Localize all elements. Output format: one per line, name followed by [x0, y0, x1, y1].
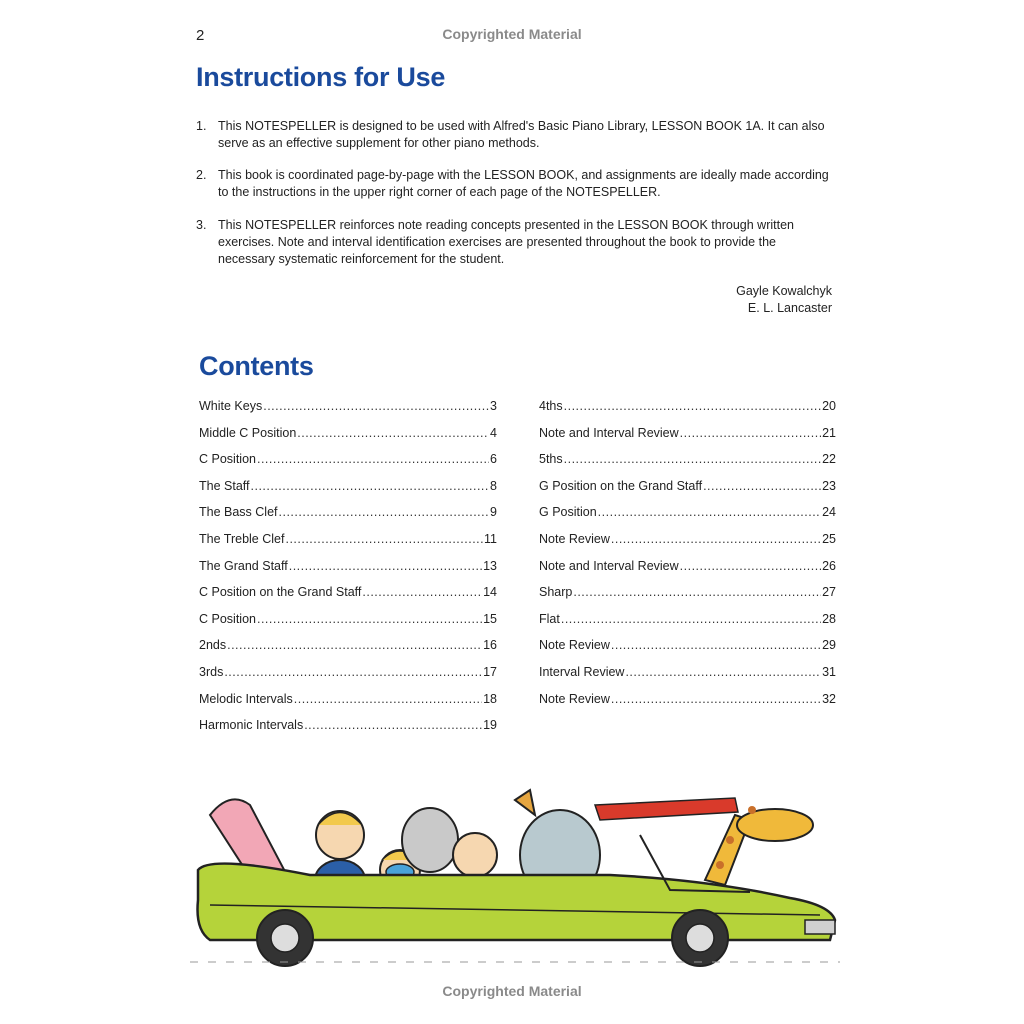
toc-entry	[539, 638, 836, 665]
toc-dot-leader	[257, 612, 482, 626]
toc-dot-leader	[573, 585, 821, 599]
toc-entry-page: 3	[490, 399, 497, 413]
toc-dot-leader	[251, 479, 490, 493]
toc-entry	[539, 585, 836, 612]
toc-entry	[199, 426, 497, 453]
toc-dot-leader	[227, 638, 482, 652]
toc-entry	[539, 399, 836, 426]
toc-entry-title: C Position on the Grand Staff	[199, 585, 362, 600]
toc-dot-leader	[680, 559, 821, 573]
toc-entry	[539, 612, 836, 639]
toc-dot-leader	[285, 532, 483, 546]
toc-entry-page: 13	[483, 558, 497, 573]
instructions-title: Instructions for Use	[196, 62, 446, 92]
toc-entry-title: 3rds	[199, 664, 224, 679]
toc-entry-page: 20	[822, 399, 836, 413]
toc-entry	[539, 479, 836, 506]
toc-entry-title: Note and Interval Review	[539, 425, 679, 440]
toc-entry-title: Interval Review	[539, 664, 625, 679]
toc-entry	[199, 612, 497, 639]
convertible-car-illustration	[190, 780, 840, 970]
toc-entry-page: 6	[490, 452, 497, 467]
toc-entry	[199, 665, 497, 692]
toc-entry-page: 27	[822, 585, 836, 600]
toc-entry-title: 2nds	[199, 638, 227, 653]
toc-entry-page: 16	[483, 638, 497, 653]
toc-dot-leader	[257, 452, 489, 466]
toc-entry	[199, 399, 497, 426]
instruction-number: 3.	[196, 218, 207, 232]
toc-entry-page: 28	[822, 611, 836, 626]
toc-entry-title: Harmonic Intervals	[199, 718, 304, 733]
toc-dot-leader	[611, 638, 821, 652]
toc-entry	[539, 532, 836, 559]
toc-left-column	[199, 399, 497, 745]
toc-entry-title: Note Review	[539, 638, 610, 653]
toc-dot-leader	[294, 692, 482, 706]
page-number: 2	[196, 27, 205, 44]
toc-entry-page: 18	[483, 691, 497, 706]
toc-entry	[199, 479, 497, 506]
toc-dot-leader	[289, 559, 482, 573]
toc-entry-title: The Staff	[199, 478, 250, 493]
toc-entry-page: 4	[490, 425, 497, 440]
toc-entry	[199, 559, 497, 586]
toc-entry-page: 22	[822, 452, 836, 467]
toc-entry-page: 19	[483, 718, 497, 733]
instruction-text: This NOTESPELLER is designed to be used with Alfred's Basic Piano Library, LESSON BOOK 1A. It can also serve as an effective supplement for other piano methods.	[218, 119, 825, 150]
toc-entry	[199, 532, 497, 559]
toc-entry-page: 25	[822, 531, 836, 546]
toc-dot-leader	[263, 399, 489, 413]
toc-entry-title: Middle C Position	[199, 425, 297, 440]
toc-dot-leader	[561, 612, 821, 626]
author-name: E. L. Lancaster	[747, 301, 832, 315]
toc-dot-leader	[564, 452, 821, 466]
toc-dot-leader	[224, 665, 482, 679]
toc-entry-title: The Bass Clef	[199, 505, 278, 520]
toc-entry	[539, 559, 836, 586]
toc-entry-page: 9	[490, 505, 497, 520]
toc-entry	[539, 426, 836, 453]
instruction-text: This NOTESPELLER reinforces note reading concepts presented in the LESSON BOOK through written exercises. Note and interval identification exercises are presented throughout the book to provide the necessary systematic reinforcement for the student.	[218, 218, 794, 266]
authors	[736, 283, 832, 317]
toc-entry-page: 31	[822, 664, 836, 679]
instruction-text: This book is coordinated page-by-page with the LESSON BOOK, and assignments are ideally made according to the instructions in the upper right corner of each page of the NOTESPELLER.	[218, 168, 829, 199]
toc-entry	[539, 665, 836, 692]
toc-entry-page: 29	[822, 638, 836, 653]
toc-entry-title: C Position	[199, 611, 256, 626]
toc-entry	[199, 505, 497, 532]
toc-dot-leader	[625, 665, 821, 679]
toc-entry-page: 8	[490, 478, 497, 493]
toc-entry-title: Sharp	[539, 585, 573, 600]
toc-entry	[539, 452, 836, 479]
toc-entry-page: 15	[483, 611, 497, 626]
toc-entry-page: 14	[483, 585, 497, 600]
toc-entry	[199, 585, 497, 612]
toc-dot-leader	[611, 692, 821, 706]
toc-entry	[199, 692, 497, 719]
toc-dot-leader	[611, 532, 821, 546]
toc-dot-leader	[279, 505, 490, 519]
toc-entry-title: C Position	[199, 452, 256, 467]
toc-right-column	[539, 399, 836, 718]
contents-title: Contents	[199, 351, 314, 381]
toc-entry-title: Melodic Intervals	[199, 691, 293, 706]
toc-entry-page: 26	[822, 558, 836, 573]
toc-dot-leader	[304, 718, 482, 732]
toc-entry	[539, 692, 836, 719]
watermark-bottom: Copyrighted Material	[442, 983, 582, 999]
toc-entry-title: G Position on the Grand Staff	[539, 478, 703, 493]
toc-entry-title: Note and Interval Review	[539, 558, 679, 573]
toc-dot-leader	[297, 426, 489, 440]
toc-entry-page: 24	[822, 505, 836, 520]
toc-entry-title: Flat	[539, 611, 560, 626]
toc-entry	[539, 505, 836, 532]
toc-entry-page: 32	[822, 691, 836, 706]
watermark-top: Copyrighted Material	[442, 26, 582, 42]
toc-entry-page: 17	[483, 664, 497, 679]
toc-entry-page: 11	[484, 531, 497, 546]
toc-entry	[199, 638, 497, 665]
toc-entry-title: White Keys	[199, 399, 263, 413]
toc-entry	[199, 452, 497, 479]
toc-entry-title: Note Review	[539, 691, 610, 706]
toc-dot-leader	[703, 479, 821, 493]
toc-entry-title: Note Review	[539, 531, 610, 546]
toc-dot-leader	[598, 505, 821, 519]
instruction-number: 2.	[196, 168, 207, 182]
toc-entry-page: 23	[822, 478, 836, 493]
toc-dot-leader	[362, 585, 482, 599]
toc-entry	[199, 718, 497, 745]
toc-entry-title: The Grand Staff	[199, 558, 288, 573]
toc-entry-title: 4ths	[539, 399, 563, 413]
toc-entry-title: 5ths	[539, 452, 563, 467]
toc-entry-title: The Treble Clef	[199, 531, 285, 546]
instruction-number: 1.	[196, 119, 207, 133]
toc-entry-title: G Position	[539, 505, 597, 520]
toc-dot-leader	[680, 426, 821, 440]
toc-dot-leader	[564, 399, 821, 413]
author-name: Gayle Kowalchyk	[736, 284, 832, 298]
toc-entry-page: 21	[822, 425, 836, 440]
